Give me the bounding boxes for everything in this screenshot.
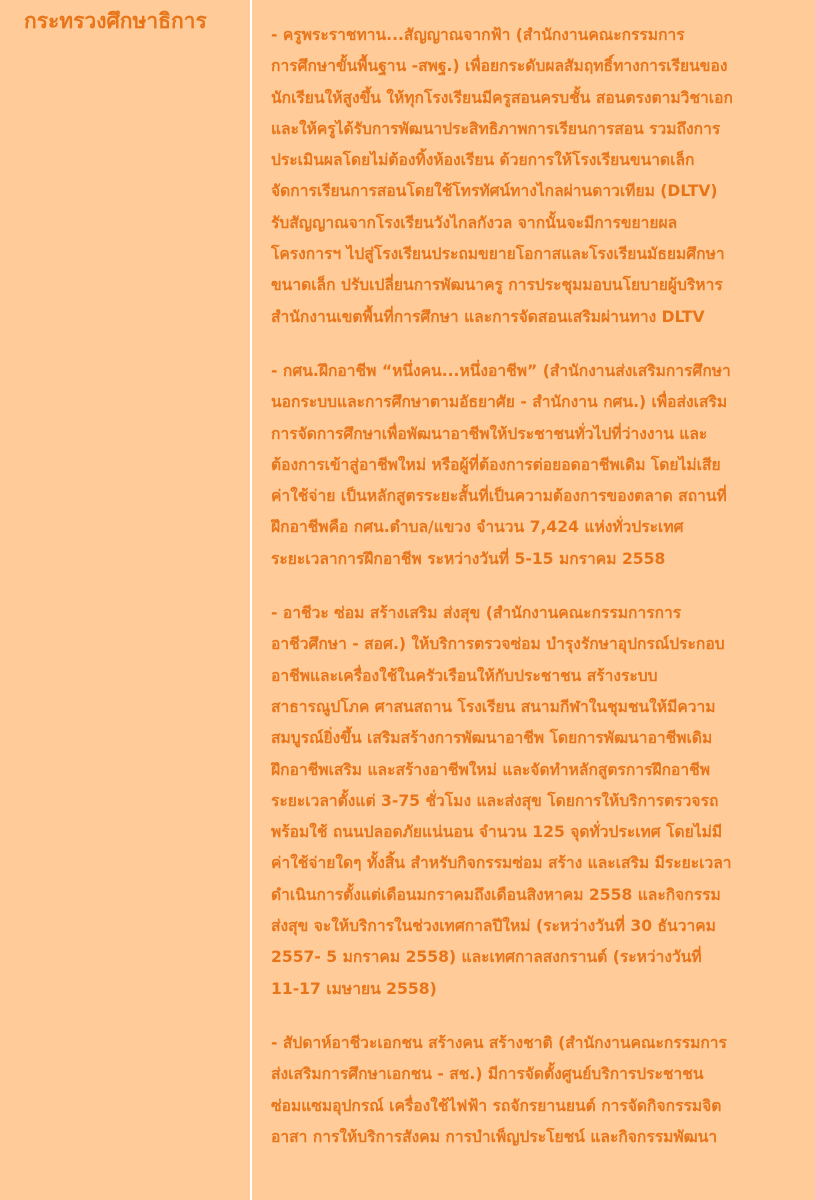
text-line: โครงการฯ ไปสู่โรงเรียนประถมขยายโอกาสและโรงเรียนมัธยมศึกษา bbox=[271, 245, 725, 264]
paragraph-item bbox=[271, 20, 801, 333]
text-line: จัดการเรียนการสอนโดยใช้โทรทัศน์ทางไกลผ่านดาวเทียม (DLTV) bbox=[271, 182, 718, 201]
text-line: อาชีวศึกษา - สอศ.) ให้บริการตรวจซ่อม บำรุงรักษาอุปกรณ์ประกอบ bbox=[271, 635, 725, 654]
text-line: ฝึกอาชีพเสริม และสร้างอาชีพใหม่ และจัดทำหลักสูตรการฝึกอาชีพ bbox=[271, 760, 711, 779]
column-divider bbox=[250, 0, 252, 1200]
text-line: ค่าใช้จ่าย เป็นหลักสูตรระยะสั้นที่เป็นความต้องการของตลาด สถานที่ bbox=[271, 487, 727, 506]
text-line: การจัดการศึกษาเพื่อพัฒนาอาชีพให้ประชาชนทั่วไปที่ว่างงาน และ bbox=[271, 424, 708, 443]
text-line: รับสัญญาณจากโรงเรียนวังไกลกังวล จากนั้นจะมีการขยายผล bbox=[271, 213, 678, 232]
text-line: ฝึกอาชีพคือ กศน.ตำบล/แขวง จำนวน 7,424 แห่งทั่วประเทศ bbox=[271, 518, 684, 537]
text-line: - อาชีวะ ซ่อม สร้างเสริม ส่งสุข (สำนักงานคณะกรรมการการ bbox=[271, 604, 682, 623]
text-line: นักเรียนให้สูงขึ้น ให้ทุกโรงเรียนมีครูสอนครบชั้น สอนตรงตามวิชาเอก bbox=[271, 88, 733, 107]
text-line: สมบูรณ์ยิ่งขึ้น เสริมสร้างการพัฒนาอาชีพ โดยการพัฒนาอาชีพเดิม bbox=[271, 729, 713, 748]
text-line: อาชีพและเครื่องใช้ในครัวเรือนให้กับประชาชน สร้างระบบ bbox=[271, 666, 658, 685]
text-line: ต้องการเข้าสู่อาชีพใหม่ หรือผู้ที่ต้องการต่อยอดอาชีพเดิม โดยไม่เสีย bbox=[271, 455, 721, 474]
paragraph-item bbox=[271, 598, 801, 1005]
ministry-heading: กระทรวงศึกษาธิการ bbox=[24, 9, 207, 33]
text-line: พร้อมใช้ ถนนปลอดภัยแน่นอน จำนวน 125 จุดทั่วประเทศ โดยไม่มี bbox=[271, 823, 723, 842]
text-line: นอกระบบและการศึกษาตามอัธยาศัย - สำนักงาน กศน.) เพื่อส่งเสริม bbox=[271, 393, 728, 412]
paragraph-item bbox=[271, 356, 801, 575]
text-line: อาสา การให้บริการสังคม การบำเพ็ญประโยชน์ และกิจกรรมพัฒนา bbox=[271, 1127, 718, 1146]
text-line: และให้ครูได้รับการพัฒนาประสิทธิภาพการเรียนการสอน รวมถึงการ bbox=[271, 119, 721, 138]
text-line: ดำเนินการตั้งแต่เดือนมกราคมถึงเดือนสิงหาคม 2558 และกิจกรรม bbox=[271, 885, 721, 904]
content-column bbox=[271, 20, 801, 1176]
text-line: ระยะเวลาการฝึกอาชีพ ระหว่างวันที่ 5-15 มกราคม 2558 bbox=[271, 549, 666, 568]
text-line: สาธารณูปโภค ศาสนสถาน โรงเรียน สนามกีฬาในชุมชนให้มีความ bbox=[271, 697, 716, 716]
paragraph-item bbox=[271, 1028, 801, 1153]
text-line: สำนักงานเขตพื้นที่การศึกษา และการจัดสอนเสริมผ่านทาง DLTV bbox=[271, 307, 705, 326]
text-line: ขนาดเล็ก ปรับเปลี่ยนการพัฒนาครู การประชุมมอบนโยบายผู้บริหาร bbox=[271, 276, 723, 295]
text-line: การศึกษาขั้นพื้นฐาน -สพฐ.) เพื่อยกระดับผลสัมฤทธิ์ทางการเรียนของ bbox=[271, 57, 728, 76]
text-line: - กศน.ฝึกอาชีพ “หนึ่งคน...หนึ่งอาชีพ” (สำนักงานส่งเสริมการศึกษา bbox=[271, 361, 731, 380]
text-line: ประเมินผลโดยไม่ต้องทิ้งห้องเรียน ด้วยการให้โรงเรียนขนาดเล็ก bbox=[271, 151, 695, 170]
text-line: 2557- 5 มกราคม 2558) และเทศกาลสงกรานต์ (ระหว่างวันที่ bbox=[271, 948, 702, 967]
text-line: ซ่อมแซมอุปกรณ์ เครื่องใช้ไฟฟ้า รถจักรยานยนต์ การจัดกิจกรรมจิต bbox=[271, 1096, 722, 1115]
text-line: ค่าใช้จ่ายใดๆ ทั้งสิ้น สำหรับกิจกรรมซ่อม สร้าง และเสริม มีระยะเวลา bbox=[271, 854, 732, 873]
text-line: ส่งเสริมการศึกษาเอกชน - สช.) มีการจัดตั้งศูนย์บริการประชาชน bbox=[271, 1065, 704, 1084]
text-line: 11-17 เมษายน 2558) bbox=[271, 979, 437, 998]
text-line: - ครูพระราชทาน...สัญญาณจากฟ้า (สำนักงานคณะกรรมการ bbox=[271, 26, 685, 44]
text-line: - สัปดาห์อาชีวะเอกชน สร้างคน สร้างชาติ (สำนักงานคณะกรรมการ bbox=[271, 1033, 727, 1052]
text-line: ส่งสุข จะให้บริการในช่วงเทศกาลปีใหม่ (ระหว่างวันที่ 30 ธันวาคม bbox=[271, 917, 716, 936]
text-line: ระยะเวลาตั้งแต่ 3-75 ชั่วโมง และส่งสุข โดยการให้บริการตรวจรถ bbox=[271, 791, 719, 810]
